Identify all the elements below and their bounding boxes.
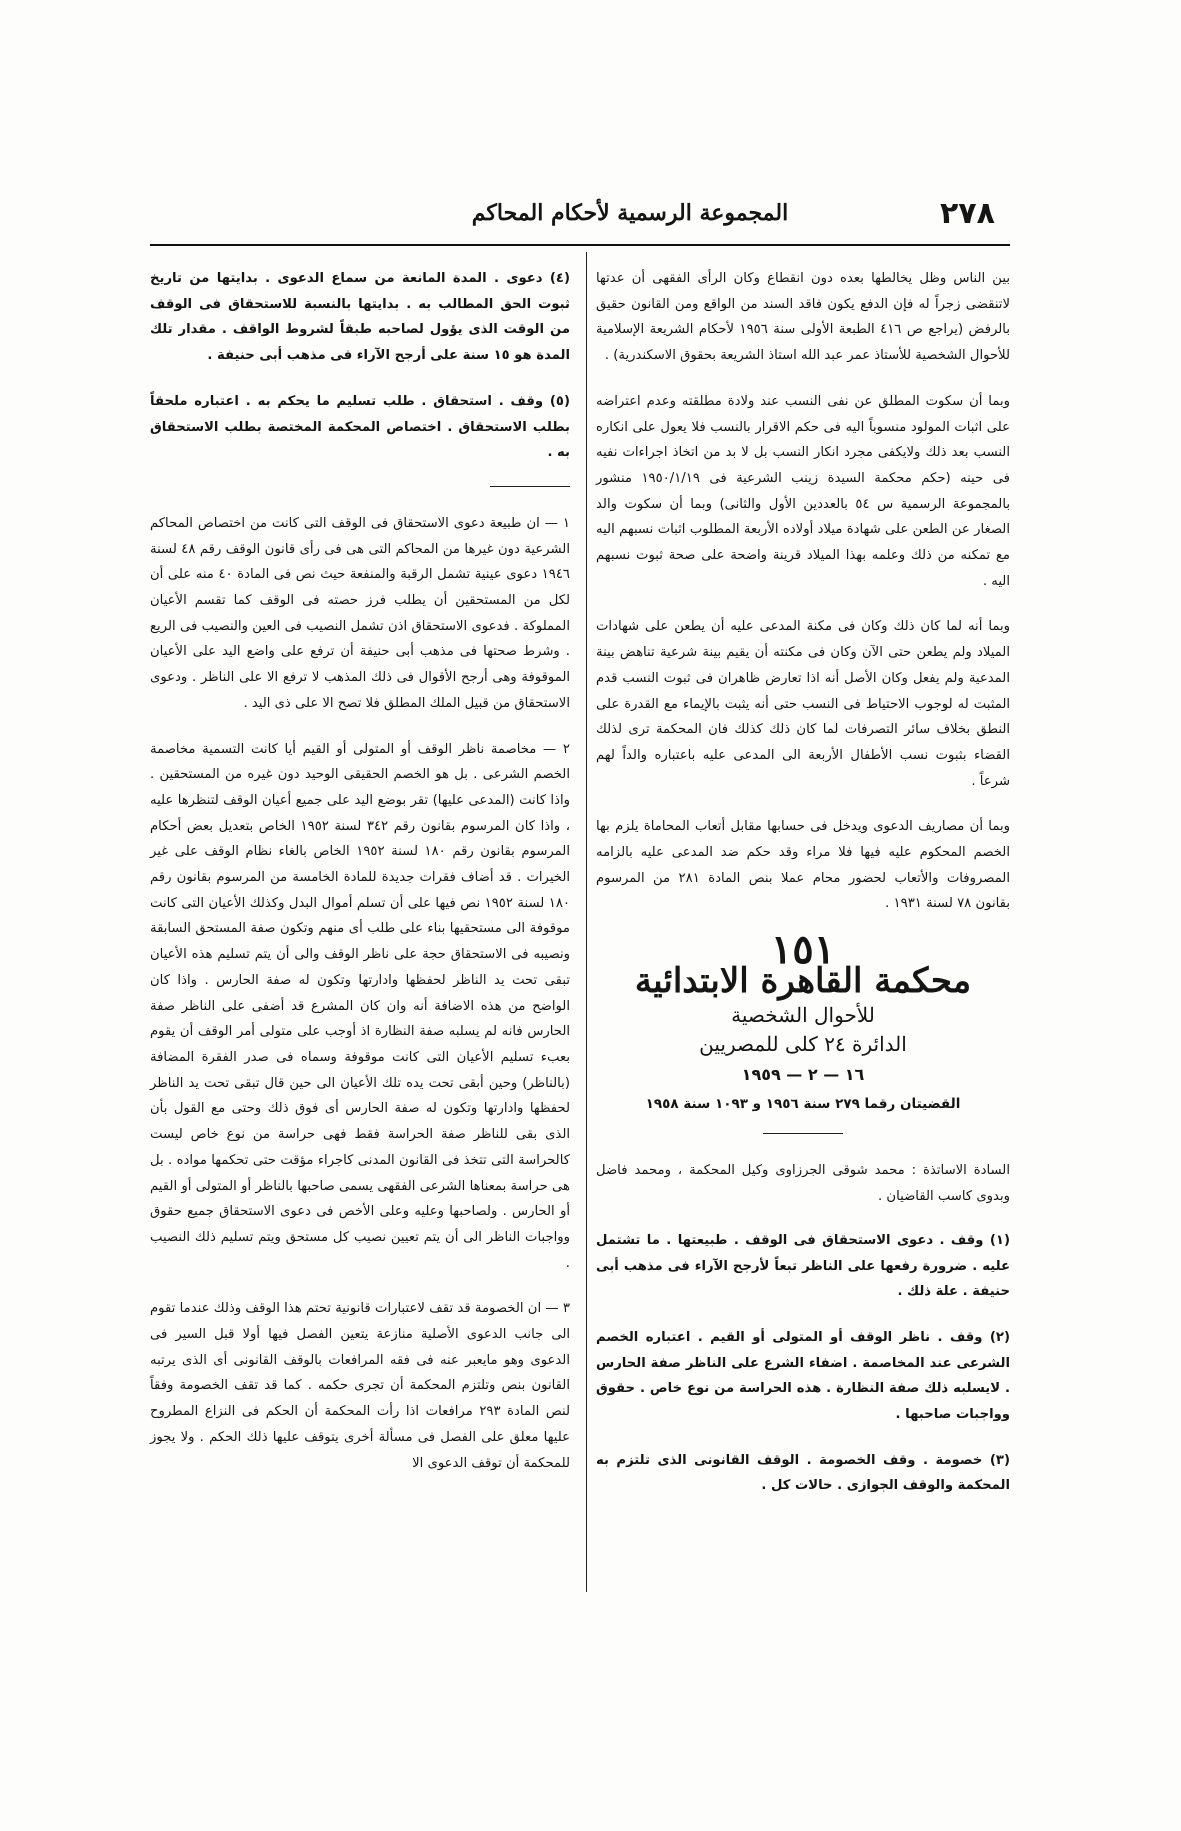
- left-para-2: ٢ — مخاصمة ناظر الوقف أو المتولى أو القيم أيا كانت التسمية مخاصمة الخصم الشرعى . بل هو الخصم الحقيقى الوحيد دون غيره من المستحقين . واذا كانت (المدعى عليها) تقر بوضع اليد على جميع أعيان الوقف لتنظرها عليه ، واذا كان المرسوم بقانون رقم ٣٤٢ لسنة ١٩٥٢ الخاص بتعديل بعض أحكام المرسوم بقانون رقم ١٨٠ لسنة ١٩٥٢ الخاص بالغاء نظام الوقف على غير الخيرات . قد أضاف فقرات جديدة للمادة الخامسة من المرسوم بقانون رقم ١٨٠ لسنة ١٩٥٢ نص فيها على أن تسلم أموال البدل وكذلك الأعيان التى كانت موقوفة الى مستحقيها بناء على طلب أى منهم وتكون صفة المستحق السابقة ونصيبه فى الاستحقاق حجة على ناظر الوقف والى أن يتم تسليم هذه الأعيان تبقى تحت يد الناظر لحفظها وادارتها وتكون له صفة الحارس . واذا كان الواضح من هذه الاضافة أنه وان كان المشرع قد أضفى على الناظر صفة الحارس فانه لم يسلبه صفة النظارة اذ أوجب على متولى أمر الوقف أن يقوم بعبء تسليم الأعيان التى كانت موقوفة وسماه فى صدر الفقرة المضافة (بالناظر) وحين أبقى تحت يده تلك الأعيان الى حين قال تبقى تحت يد الناظر لحفظها وادارتها وتكون له صفة الحارس أى فوق ذلك وحتى مع القول بأن الذى بقى للناظر صفة الحراسة فقط فهى حراسة من نوع خاص ليست كالحراسة التى تتخذ فى القانون المدنى كاجراء مؤقت حتى تحكمها مواده . بل هى حراسة بمعناها الشرعى الفقهى يسمى صاحبها بالناظر أو المتولى أو القيم أو الحارس . ولصاحبها وعليه وعلى الأخص فى دعوى الاستحقاق جميع حقوق وواجبات الناظر الى أن يتم تعيين نصيب كل مستحق ويتم تسليم ذلك النصيب .: [150, 741, 571, 1271]
- headnote-4: (٤) دعوى . المدة المانعة من سماع الدعوى . بدايتها من تاريخ ثبوت الحق المطالب به . بدايتها بالنسبة للاستحقاق فى الوقف من الوقت الذى يؤول لصاحبه طبقاً لشروط الواقف . مقدار تلك المدة هو ١٥ سنة على أرجح الآراء فى مذهب أبى حنيفة .: [150, 271, 570, 364]
- column-divider: [586, 252, 587, 1592]
- headnotes-rule: [490, 486, 570, 487]
- court-division: للأحوال الشخصية: [731, 1002, 875, 1027]
- page-number: ٢٧٨: [940, 196, 995, 231]
- running-title: المجموعة الرسمية لأحكام المحاكم: [471, 200, 789, 226]
- left-para-1: ١ — ان طبيعة دعوى الاستحقاق فى الوقف التى كانت من اختصاص المحاكم الشرعية دون غيرها من المحاكم التى هى فى رأى قانون الوقف رقم ٤٨ لسنة ١٩٤٦ دعوى عينية تشمل الرقبة والمنفعة حيث نص فى المادة ٤٠ منه على أن لكل من المستحقين أن يطلب فرز حصته فى الوقف كما تقسم الأعيان المملوكة . فدعوى الاستحقاق اذن تشمل النصيب فى العين والنصيب فى الريع . وشرط صحتها فى مذهب أبى حنيفة أن ترفع على واضع اليد على الأعيان الموقوفة وهى أرجح الأقوال فى ذلك المذهب لا ترفع الا على الناظر . ودعوى الاستحقاق من قبيل الملك المطلق فلا تصح الا على ذى اليد .: [150, 515, 570, 711]
- right-para-1: بين الناس وظل يخالطها بعده دون انقطاع وكان الرأى الفقهى أن عدتها لاتنقضى زجراً له فإن الدفع يكون فاقد السند من الواقع ومن القانون حقيق بالرفض (يراجع ص ٤١٦ الطبعة الأولى سنة ١٩٥٦ لأحكام الشريعة الإسلامية للأحوال الشخصية للأستاذ عمر عبد الله استاذ الشريعة بحقوق الاسكندرية) .: [596, 271, 1011, 364]
- headnote-1: (١) وقف . دعوى الاستحقاق فى الوقف . طبيعتها . ما تشتمل عليه . ضرورة رفعها على الناظر تبعاً لأرجح الآراء فى مذهب أبى حنيفة . علة ذلك .: [596, 1232, 1010, 1300]
- case-numbers: القضيتان رقما ٢٧٩ سنة ١٩٥٦ و ١٠٩٣ سنة ١٩٥٨: [645, 1095, 961, 1112]
- right-column: [596, 266, 1010, 1519]
- right-para-3: وبما أنه لما كان ذلك وكان فى مكنة المدعى عليه أن يطعن على شهادات الميلاد ولم يطعن حتى الآن وكان فى مكنته أن يقيم بينة شرعية تناهض بينة المدعية ولم يفعل وكان الأصل أنه اذا تعارض ظاهران فى ثبوت النسب قدم المثبت له لوجوب الاحتياط فى النسب حتى أنه يثبت بالإيماء مع القدرة على النطق بخلاف سائر التصرفات لما كان ذلك كذلك فان المحكمة ترى لذلك القضاء بثبوت نسب الأطفال الأربعة الى المدعى عليه باعتباره والداً لهم شرعاً .: [596, 619, 1010, 789]
- judgment-date: ١٦ — ٢ — ١٩٥٩: [741, 1064, 865, 1084]
- case-number: ١٥١: [770, 926, 836, 974]
- court-circuit: الدائرة ٢٤ كلى للمصريين: [699, 1032, 907, 1057]
- headnote-2: (٢) وقف . ناظر الوقف أو المتولى أو القيم . اعتباره الخصم الشرعى عند المخاصمة . اضفاء الشرع على الناظر صفة الحارس . لايسلبه ذلك صفة النظارة . هذه الحراسة من نوع خاص . حقوق وواجبات صاحبها .: [596, 1329, 1010, 1423]
- right-para-4: وبما أن مصاريف الدعوى ويدخل فى حسابها مقابل أتعاب المحاماة يلزم بها الخصم المحكوم عليه فيها فلا مراء وقد حكم ضد المدعى عليه بالزامه المصروفات والأتعاب لحضور محام عملا بنص المادة ٢٨١ من المرسوم بقانون ٧٨ لسنة ١٩٣١ .: [596, 819, 1010, 912]
- headnote-3: (٣) خصومة . وقف الخصومة . الوقف القانونى الذى تلتزم به المحكمة والوقف الجوازى . حالات كل .: [596, 1452, 1010, 1494]
- court-name: محكمة القاهرة الابتدائية: [634, 960, 972, 1001]
- left-para-3: ٣ — ان الخصومة قد تقف لاعتبارات قانونية تحتم هذا الوقف وذلك عندما تقوم الى جانب الدعوى الأصلية منازعة يتعين الفصل فيها أولا قبل السير فى الدعوى وهو مايعبر عنه فى فقه المرافعات بالوقف القانونى أى الذى يرتبه القانون بنص وتلتزم المحكمة أن تجرى حكمه . كما قد تقف الخصومة وفقاً لنص المادة ٢٩٣ مرافعات اذا رأت المحكمة أن الحكم فى النزاع المطروح عليها معلق على الفصل فى مسألة أخرى يتوقف عليها ذلك الحكم . ولا يجوز للمحكمة أن توقف الدعوى الا: [150, 1301, 570, 1471]
- case-rule: [763, 1133, 843, 1134]
- left-column: [150, 266, 570, 1496]
- judges-line: السادة الاساتذة : محمد شوقى الجرزاوى وكيل المحكمة ، ومحمد فاضل وبدوى كاسب القاضيان .: [596, 1163, 1010, 1205]
- headnote-5: (٥) وقف . استحقاق . طلب تسليم ما يحكم به . اعتباره ملحقاً بطلب الاستحقاق . اختصاص المحكمة المختصة بطلب الاستحقاق به .: [150, 393, 570, 461]
- right-para-2: وبما أن سكوت المطلق عن نفى النسب عند ولادة مطلقته وعدم اعتراضه على اثبات المولود منسوباً اليه فى حكم الاقرار بالنسب فلا يعول على انكاره النسب بعد ذلك ولايكفى مجرد انكار النسب بل لا بد من اتخاذ اجراءات نفيه فى حينه (حكم محكمة السيدة زينب الشرعية فى ١٩٥٠/١/١٩ منشور بالمجموعة الرسمية س ٥٤ بالعددين الأول والثانى) وبما أن سكوت والد الصغار عن الطعن على شهادة ميلاد أولاده الأربعة المطلوب اثبات نسبهم اليه مع تمكنه من ذلك وعلمه بهذا الميلاد قرينة واضحة على صحة ثبوت نسبهم اليه .: [596, 393, 1011, 589]
- header-rule: [150, 244, 1010, 246]
